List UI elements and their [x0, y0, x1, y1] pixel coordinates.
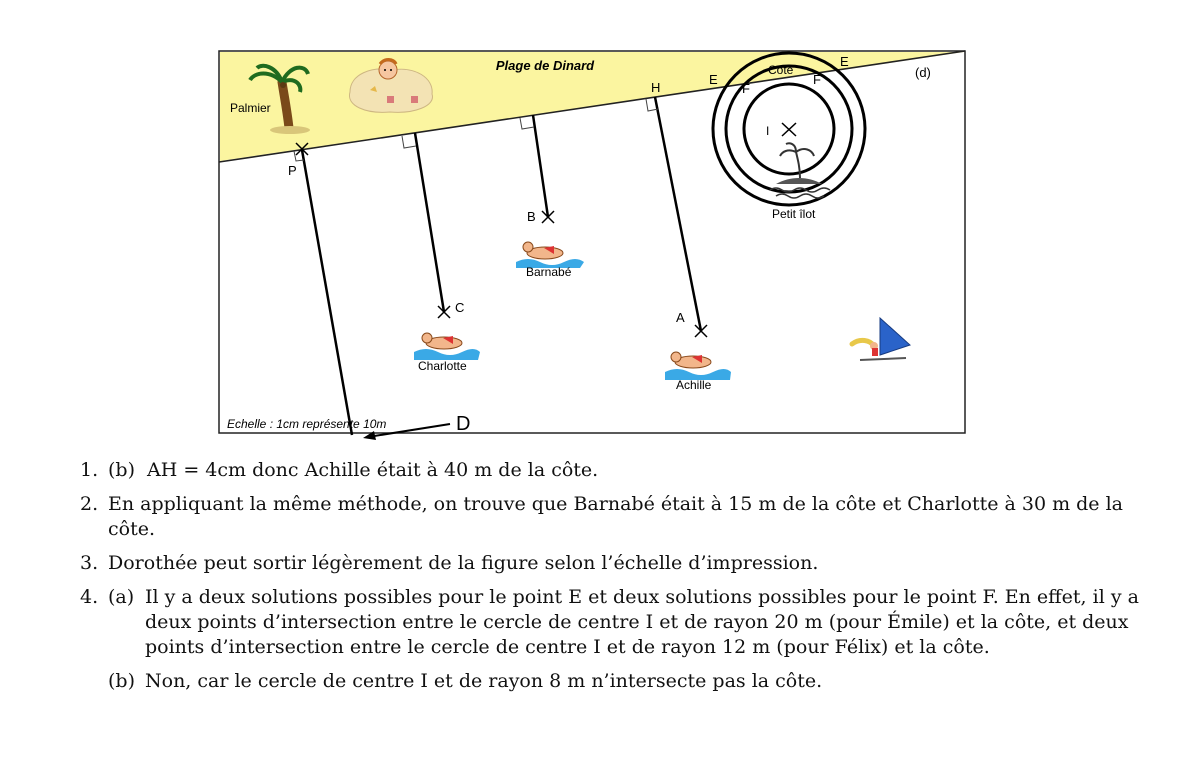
answer-1 — [80, 458, 1150, 483]
answer-2 — [80, 492, 1150, 542]
answer-4 — [80, 585, 1150, 694]
label-I: I — [766, 124, 770, 138]
label-E-left: E — [709, 72, 718, 87]
swimmer-label-barnabe: Barnabé — [526, 265, 572, 279]
label-C: C — [455, 300, 465, 315]
line-label-d: (d) — [915, 65, 931, 80]
sub-answers — [108, 585, 1150, 694]
sub-label: (b) — [108, 459, 135, 481]
label-H: H — [651, 80, 661, 95]
palm-label: Palmier — [230, 101, 271, 115]
answer-text: AH = 4cm donc Achille était à 40 m de la côte. — [147, 459, 599, 481]
swimmer-label-achille: Achille — [676, 378, 712, 392]
answer-4b — [108, 669, 1150, 694]
label-F-left: F — [742, 81, 750, 96]
answer-4a — [108, 585, 1150, 660]
label-F-right: F — [813, 72, 821, 87]
answer-3 — [80, 551, 1150, 576]
islet-label: Petit îlot — [772, 207, 816, 221]
answer-text: Il y a deux solutions possibles pour le point E et deux solutions possibles pour le point F. En effet, il y a deux points d’intersection entre le cercle de centre I et de rayon 20 m (pour Émile) et la côte, et deux points d’intersection entre le cercle de centre I et de rayon 12 m (pour Félix) et la côte. — [145, 586, 1139, 658]
coast-label: Côte — [768, 63, 794, 77]
answer-number: 3. — [80, 552, 99, 574]
answer-text: Non, car le cercle de centre I et de rayon 8 m n’intersecte pas la côte. — [145, 670, 823, 692]
answer-number: 4. — [80, 586, 99, 608]
answer-text: En appliquant la même méthode, on trouve que Barnabé était à 15 m de la côte et Charlotte à 30 m de la côte. — [108, 493, 1123, 540]
answers-list — [80, 458, 1150, 703]
answer-number: 2. — [80, 493, 99, 515]
scale-label: Echelle : 1cm représente 10m — [227, 417, 387, 431]
sub-label: (b) — [108, 670, 135, 692]
label-P: P — [288, 163, 297, 178]
label-B: B — [527, 209, 536, 224]
label-E-right: E — [840, 54, 849, 69]
label-A: A — [676, 310, 685, 325]
sub-label: (a) — [108, 586, 135, 608]
swimmer-label-charlotte: Charlotte — [418, 359, 467, 373]
beach-title: Plage de Dinard — [495, 58, 595, 73]
answer-text: Dorothée peut sortir légèrement de la figure selon l’échelle d’impression. — [108, 552, 819, 574]
label-D: D — [456, 413, 471, 435]
answer-number: 1. — [80, 459, 99, 481]
